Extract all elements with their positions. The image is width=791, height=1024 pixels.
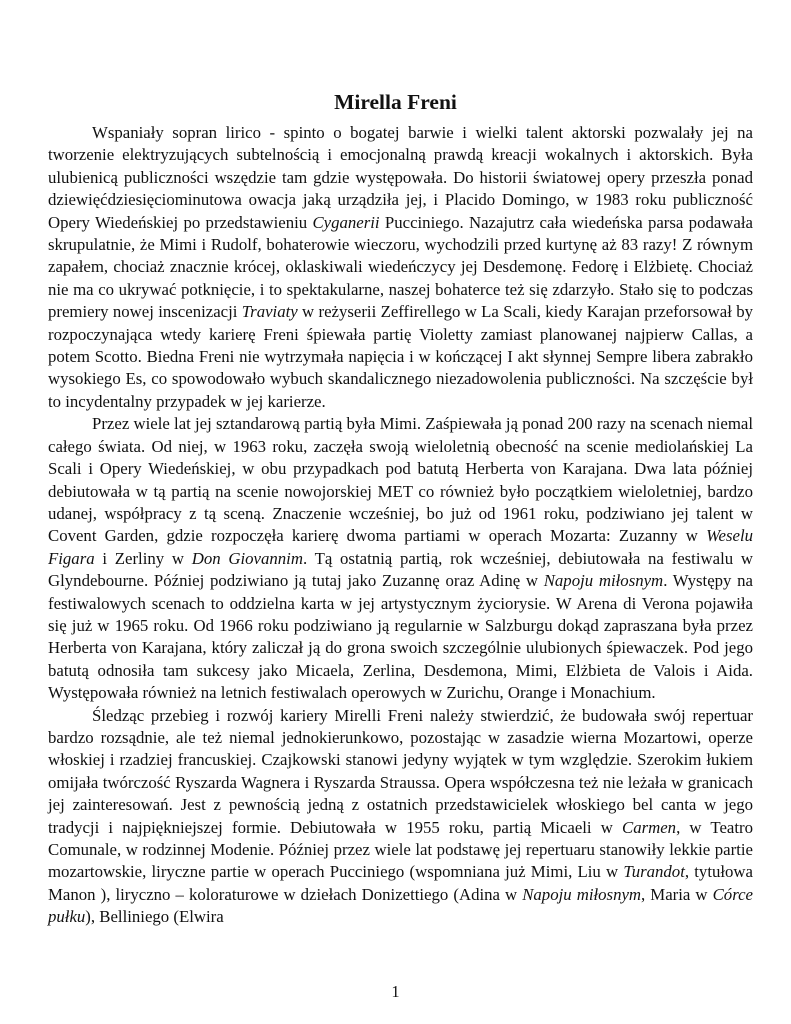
text-run: Pucciniego. Nazajutrz cała wiedeńska parsa podawała skrupulatnie, że Mimi i Rudolf, bohaterowie wieczoru, wychodzili przed kurtynę aż 83 razy! Z równym zapałem, chociaż znacznie krócej, oklaskiwali wiedeńczycy jej Desdemonę. Fedorę i Elżbietę. Chociaż nie ma co ukrywać potknięcie, i to spektakularne, naszej bohaterce też się zdarzyło. Stało się to podczas premiery nowej inscenizacji bbox=[48, 212, 753, 322]
text-run: , Maria w bbox=[641, 884, 713, 904]
text-run: Wspaniały sopran lirico - spinto o bogatej barwie i wielki talent aktorski pozwalały jej na tworzenie elektryzujących subtelnością i emocjonalną prawdą kreacji wokalnych i aktorskich. Była ulubienicą publiczności wszędzie tam gdzie występowała. Do historii światowej opery przeszła ponad dziewięćdziesięciominutowa owacja jaką urządziła jej, i Placido Domingo, w 1983 roku publiczność Opery Wiedeńskiej po przedstawieniu bbox=[48, 123, 753, 232]
italic-title: Turandot bbox=[623, 862, 685, 882]
text-run: . Tą ostatnią partią, rok wcześniej, debiutowała na festiwalu w Glyndebourne. Później podziwiano ją tutaj jako Zuzannę oraz Adinę w bbox=[48, 548, 753, 591]
italic-title: Napoju miłosnym bbox=[522, 884, 642, 904]
italic-title: Traviaty bbox=[241, 302, 298, 322]
text-run: w reżyserii Zeffirellego w La Scali, kiedy Karajan przeforsował by rozpoczynająca wtedy karierę Freni śpiewała partię Violetty zamiast planowanej najpierw Callas, a potem Scotto. Biedna Freni nie wytrzymała napięcia i w kończącej I akt słynnej Sempre libera zabrakło wysokiego Es, co spowodowało wybuch skandalicznego niezadowolenia publiczności. Na szczęście był to incydentalny przypadek w jej karierze. bbox=[48, 302, 753, 411]
italic-title: Carmen bbox=[622, 817, 677, 837]
paragraph bbox=[48, 705, 753, 929]
text-run: i Zerliny w bbox=[94, 548, 192, 568]
italic-title: Cyganerii bbox=[312, 212, 380, 232]
paragraph bbox=[48, 413, 753, 704]
paragraph bbox=[48, 122, 753, 413]
italic-title: Don Giovannim bbox=[191, 548, 303, 568]
text-run: . Występy na festiwalowych scenach to oddzielna karta w jej artystycznym życiorysie. W Arena di Verona pojawiła się już w 1965 roku. Od 1966 roku podziwiano ją regularnie w Salzburgu dokąd zapraszana była przez Herberta von Karajana, który zaliczał ją do grona swoich szczególnie ulubionych śpiewaczek. Pod jego batutą odnosiła tam sukcesy jako Micaela, Zerlina, Desdemona, Mimi, Elżbieta de Valois i Aida. Występowała również na letnich festiwalach operowych w Zurichu, Orange i Monachium. bbox=[48, 571, 754, 703]
text-run: , tytułowa Manon ), liryczno – koloraturowe w dziełach Donizettiego (Adina w bbox=[48, 862, 753, 904]
text-run: , w Teatro Comunale, w rodzinnej Modenie. Później przez wiele lat podstawę jej repertuaru stanowiły lekkie partie mozartowskie, liryczne partie w operach Pucciniego (wspomniana już Mimi, Liu w bbox=[48, 817, 753, 882]
italic-title: Weselu Figara bbox=[48, 526, 753, 568]
text-run: ), Belliniego (Elwira bbox=[85, 907, 224, 927]
text-run: Śledząc przebieg i rozwój kariery Mirelli Freni należy stwierdzić, że budowała swój repertuar bardzo rozsądnie, ale też niemal jednokierunkowo, pozostając w zasadzie wierna Mozartowi, operze włoskiej i rzadziej francuskiej. Czajkowski stanowi jedyny wyjątek w tym względzie. Szerokim łukiem omijała twórczość Ryszarda Wagnera i Ryszarda Straussa. Opera współczesna też nie leżała w granicach jej zainteresowań. Jest z pewnością jedną z ostatnich przedstawicielek włoskiego bel canta w jego tradycji i najpiękniejszej formie. Debiutowała w 1955 roku, partią Micaeli w bbox=[48, 705, 753, 837]
text-run: Przez wiele lat jej sztandarową partią była Mimi. Zaśpiewała ją ponad 200 razy na scenach niemal całego świata. Od niej, w 1963 roku, zaczęła swoją wieloletnią obecność na scenie mediolańskiej La Scali i Opery Wiedeńskiej, w obu przypadkach pod batutą Herberta von Karajana. Dwa lata później debiutowała w tą partią na scenie nowojorskiej MET co również było początkiem wieloletniej, bardzo udanej, współpracy z tą sceną. Znaczenie wcześniej, bo już od 1961 roku, podziwiano jej talent w Covent Garden, gdzie rozpoczęła karierę dwoma partiami w operach Mozarta: Zuzanny w bbox=[48, 414, 753, 546]
italic-title: Córce pułku bbox=[48, 884, 753, 927]
italic-title: Napoju miłosnym bbox=[543, 571, 664, 591]
page-title: Mirella Freni bbox=[334, 90, 457, 114]
page-number: 1 bbox=[391, 982, 400, 1001]
article-body bbox=[48, 122, 753, 929]
